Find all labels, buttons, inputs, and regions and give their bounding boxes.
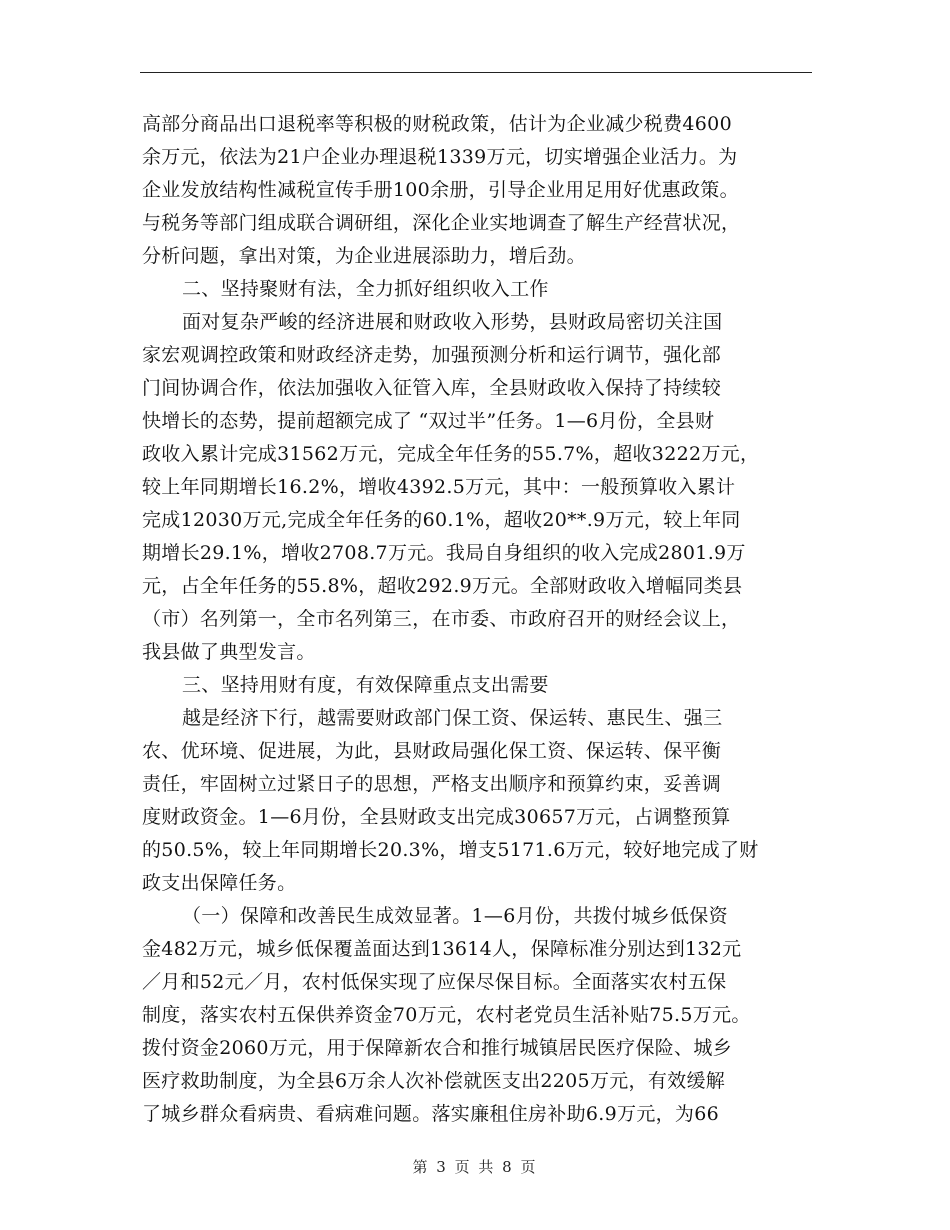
- text-line: （市）名列第一，全市名列第三，在市委、市政府召开的财经会议上，: [142, 608, 741, 630]
- text-line: 家宏观调控政策和财政经济走势，加强预测分析和运行调节，强化部: [142, 344, 722, 366]
- text-line: 度财政资金。1—6月份，全县财政支出完成30657万元，占调整预算: [142, 806, 731, 828]
- text-line: 余万元，依法为21户企业办理退税1339万元，切实增强企业活力。为: [142, 146, 738, 168]
- text-line: 越是经济下行，越需要财政部门保工资、保运转、惠民生、强三: [182, 707, 723, 729]
- text-line: 责任，牢固树立过紧日子的思想，严格支出顺序和预算约束，妥善调: [142, 773, 722, 795]
- text-line: 的50.5%，较上年同期增长20.3%，增支5171.6万元，较好地完成了财: [142, 839, 759, 861]
- text-line: 医疗救助制度，为全县6万余人次补偿就医支出2205万元，有效缓解: [142, 1070, 726, 1092]
- text-line: 较上年同期增长16.2%，增收4392.5万元，其中：一般预算收入累计: [142, 476, 736, 498]
- text-line: 企业发放结构性减税宣传手册100余册，引导企业用足用好优惠政策。: [142, 179, 739, 201]
- text-line: 金482万元，城乡低保覆盖面达到13614人，保障标准分别达到132元: [142, 938, 742, 960]
- text-line: 高部分商品出口退税率等积极的财税政策，估计为企业减少税费4600: [142, 113, 732, 135]
- text-line: 元，占全年任务的55.8%，超收292.9万元。全部财政收入增幅同类县: [142, 575, 743, 597]
- text-line: 面对复杂严峻的经济进展和财政收入形势，县财政局密切关注国: [182, 311, 723, 333]
- text-line: 制度，落实农村五保供养资金70万元，农村老党员生活补贴75.5万元。: [142, 1004, 751, 1026]
- text-line: 完成12030万元,完成全年任务的60.1%，超收20**.9万元，较上年同: [142, 509, 741, 531]
- document-body: [142, 108, 818, 1131]
- text-line: 我县做了典型发言。: [142, 641, 316, 663]
- text-line: 与税务等部门组成联合调研组，深化企业实地调查了解生产经营状况，: [142, 212, 741, 234]
- text-line: 三、坚持用财有度，有效保障重点支出需要: [182, 674, 549, 696]
- text-line: 快增长的态势，提前超额完成了 “双过半”任务。1—6月份，全县财: [142, 410, 715, 432]
- text-line: ／月和52元／月，农村低保实现了应保尽保目标。全面落实农村五保: [142, 971, 727, 993]
- text-line: 政收入累计完成31562万元，完成全年任务的55.7%，超收3222万元，: [142, 443, 760, 465]
- text-line: 分析问题，拿出对策，为企业进展添助力，增后劲。: [142, 245, 586, 267]
- text-line: 二、坚持聚财有法，全力抓好组织收入工作: [182, 278, 549, 300]
- text-line: 门间协调合作，依法加强收入征管入库，全县财政收入保持了持续较: [142, 377, 722, 399]
- text-line: 了城乡群众看病贵、看病难问题。落实廉租住房补助6.9万元，为66: [142, 1103, 719, 1125]
- text-line: 政支出保障任务。: [142, 872, 297, 894]
- header-rule: [140, 72, 812, 73]
- text-line: 农、优环境、促进展，为此，县财政局强化保工资、保运转、保平衡: [142, 740, 722, 762]
- text-line: （一）保障和改善民生成效显著。1—6月份，共拨付城乡低保资: [182, 905, 728, 927]
- text-line: 拨付资金2060万元，用于保障新农合和推行城镇居民医疗保险、城乡: [142, 1037, 732, 1059]
- page-footer: 第 3 页 共 8 页: [412, 1158, 538, 1176]
- text-line: 期增长29.1%，增收2708.7万元。我局自身组织的收入完成2801.9万: [142, 542, 746, 564]
